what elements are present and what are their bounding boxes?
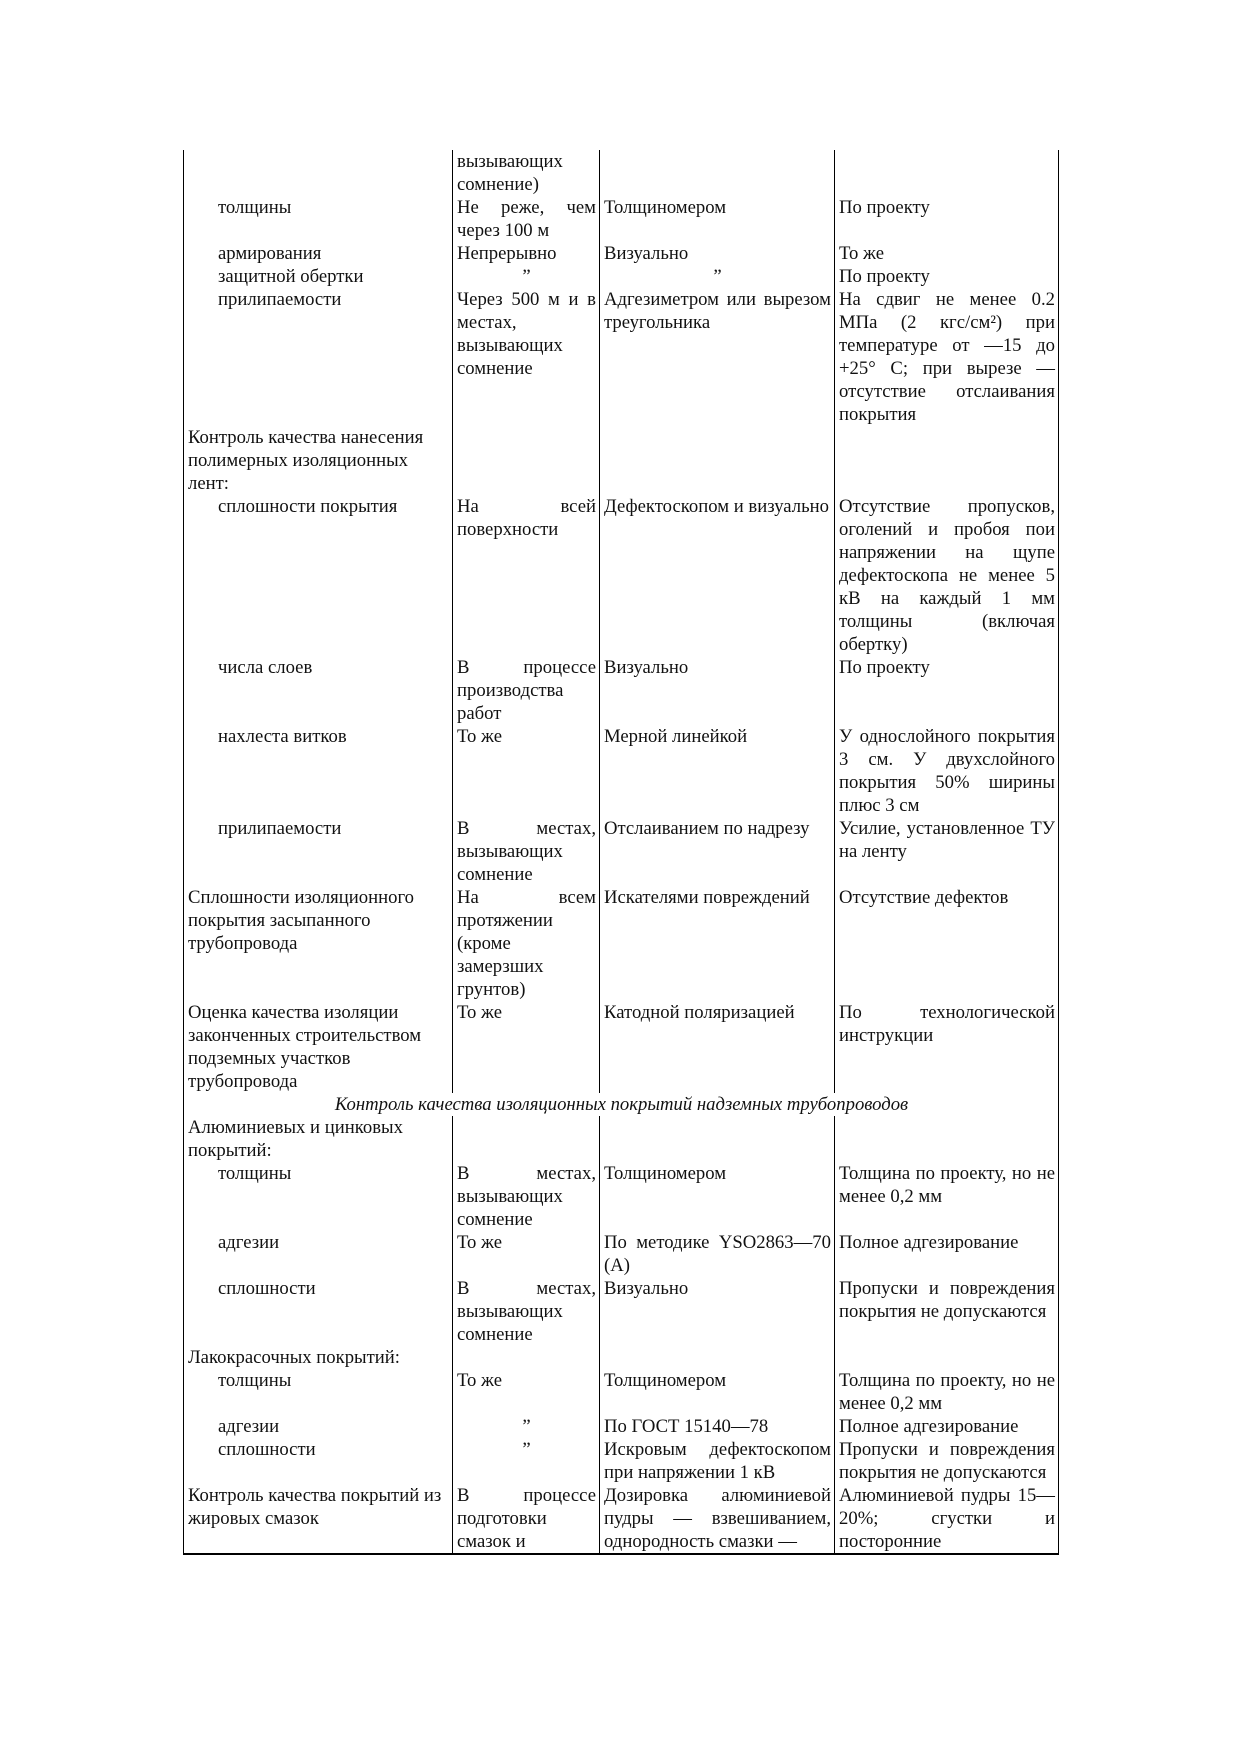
requirement-cell: Пропуски и повреждения покрытия не допускаются [835, 1438, 1059, 1484]
frequency-cell [453, 265, 600, 288]
frequency-cell: В процессе подготовки смазок и [453, 1484, 600, 1554]
parameter-cell: армирования [184, 242, 453, 265]
document-page [183, 150, 1058, 1555]
method-cell: Толщиномером [600, 1369, 835, 1415]
requirement-cell: Отсутствие пропусков, оголений и пробоя пои напряжении на щупе дефектоскопа не менее 5 кВ на каждый 1 мм толщины (включая обертку) [835, 495, 1059, 656]
frequency-cell: На всей поверхности [453, 495, 600, 656]
method-cell [600, 1346, 835, 1369]
frequency-cell: Не реже, чем через 100 м [453, 196, 600, 242]
requirement-cell: Пропуски и повреждения покрытия не допускаются [835, 1277, 1059, 1346]
table-row [184, 495, 1059, 656]
section-heading: Контроль качества изоляционных покрытий надземных трубопроводов [184, 1093, 1059, 1116]
table-row [184, 886, 1059, 1001]
requirement-cell: По проекту [835, 656, 1059, 725]
frequency-cell: В процессе производства работ [453, 656, 600, 725]
frequency-cell: Через 500 м и в местах, вызывающих сомнение [453, 288, 600, 426]
table-row [184, 1438, 1059, 1484]
method-cell: Мерной линейкой [600, 725, 835, 817]
table-row [184, 1415, 1059, 1438]
ditto-mark: ” [522, 266, 531, 287]
table-row [184, 1369, 1059, 1415]
parameter-cell: Лакокрасочных покрытий: [184, 1346, 453, 1369]
requirement-cell [835, 150, 1059, 196]
method-cell: Отслаиванием по надрезу [600, 817, 835, 886]
parameter-cell [184, 150, 453, 196]
parameter-cell: защитной обертки [184, 265, 453, 288]
method-cell: Визуально [600, 1277, 835, 1346]
table-row [184, 1484, 1059, 1554]
requirement-cell [835, 426, 1059, 495]
frequency-cell: На всем протяжении (кроме замерзших грунтов) [453, 886, 600, 1001]
frequency-cell [453, 426, 600, 495]
frequency-cell: В местах, вызывающих сомнение [453, 1162, 600, 1231]
frequency-cell: В местах, вызывающих сомнение [453, 1277, 600, 1346]
frequency-cell: То же [453, 725, 600, 817]
method-cell: Толщиномером [600, 196, 835, 242]
requirement-cell [835, 1116, 1059, 1162]
requirement-cell: Алюминиевой пудры 15—20%; сгустки и посторонние [835, 1484, 1059, 1554]
requirement-cell: Усилие, установленное ТУ на ленту [835, 817, 1059, 886]
requirement-cell: Толщина по проекту, но не менее 0,2 мм [835, 1162, 1059, 1231]
parameter-cell: Оценка качества изоляции законченных строительством подземных участков трубопровода [184, 1001, 453, 1093]
requirement-cell [835, 1346, 1059, 1369]
frequency-cell: В местах, вызывающих сомнение [453, 817, 600, 886]
requirement-cell: По технологической инструкции [835, 1001, 1059, 1093]
parameter-cell: Алюминиевых и цинковых покрытий: [184, 1116, 453, 1162]
table-row [184, 656, 1059, 725]
parameter-cell: сплошности [184, 1277, 453, 1346]
frequency-cell: Непрерывно [453, 242, 600, 265]
requirement-cell: Полное адгезирование [835, 1231, 1059, 1277]
parameter-cell: Сплошности изоляционного покрытия засыпанного трубопровода [184, 886, 453, 1001]
table-row [184, 1162, 1059, 1231]
parameter-cell: прилипаемости [184, 288, 453, 426]
requirement-cell: По проекту [835, 196, 1059, 242]
section-heading-row [184, 1093, 1059, 1116]
requirement-cell: Толщина по проекту, но не менее 0,2 мм [835, 1369, 1059, 1415]
method-cell [600, 1116, 835, 1162]
frequency-cell [453, 1346, 600, 1369]
frequency-cell [453, 1438, 600, 1484]
table-row [184, 196, 1059, 242]
requirement-cell: По проекту [835, 265, 1059, 288]
requirement-cell: У однослойного покрытия 3 см. У двухслойного покрытия 50% ширины плюс 3 см [835, 725, 1059, 817]
ditto-mark: ” [713, 266, 722, 287]
method-cell: Визуально [600, 656, 835, 725]
method-cell: По ГОСТ 15140—78 [600, 1415, 835, 1438]
table-row [184, 1277, 1059, 1346]
method-cell: Толщиномером [600, 1162, 835, 1231]
parameter-cell: адгезии [184, 1231, 453, 1277]
method-cell: По методике YSO2863—70 (А) [600, 1231, 835, 1277]
table-row [184, 242, 1059, 265]
table-body [184, 150, 1059, 1554]
parameter-cell: толщины [184, 196, 453, 242]
table-row [184, 288, 1059, 426]
parameter-cell: толщины [184, 1162, 453, 1231]
parameter-cell: числа слоев [184, 656, 453, 725]
table-row [184, 265, 1059, 288]
frequency-cell [453, 1116, 600, 1162]
table-row [184, 1231, 1059, 1277]
requirement-cell: На сдвиг не менее 0.2 МПа (2 кгс/см²) при температуре от —15 до +25° С; при вырезе — отсутствие отслаивания покрытия [835, 288, 1059, 426]
method-cell: Искателями повреждений [600, 886, 835, 1001]
method-cell: Визуально [600, 242, 835, 265]
parameter-cell: адгезии [184, 1415, 453, 1438]
ditto-mark: ” [522, 1416, 531, 1437]
method-cell: Дозировка алюминиевой пудры — взвешиванием, однородность смазки — [600, 1484, 835, 1554]
method-cell [600, 265, 835, 288]
table-row [184, 817, 1059, 886]
table-row [184, 150, 1059, 196]
frequency-cell [453, 1415, 600, 1438]
parameter-cell: сплошности [184, 1438, 453, 1484]
table-row [184, 1001, 1059, 1093]
method-cell [600, 426, 835, 495]
frequency-cell: вызывающих сомнение) [453, 150, 600, 196]
method-cell: Адгезиметром или вырезом треугольника [600, 288, 835, 426]
method-cell: Катодной поляризацией [600, 1001, 835, 1093]
parameter-cell: нахлеста витков [184, 725, 453, 817]
requirement-cell: Полное адгезирование [835, 1415, 1059, 1438]
method-cell: Искровым дефектоскопом при напряжении 1 кВ [600, 1438, 835, 1484]
table-row [184, 1116, 1059, 1162]
parameter-cell: толщины [184, 1369, 453, 1415]
table-row [184, 1346, 1059, 1369]
parameter-cell: Контроль качества нанесения полимерных изоляционных лент: [184, 426, 453, 495]
requirement-cell: То же [835, 242, 1059, 265]
parameter-cell: сплошности покрытия [184, 495, 453, 656]
inspection-table [183, 150, 1059, 1555]
table-row [184, 725, 1059, 817]
parameter-cell: Контроль качества покрытий из жировых смазок [184, 1484, 453, 1554]
table-row [184, 426, 1059, 495]
parameter-cell: прилипаемости [184, 817, 453, 886]
frequency-cell: То же [453, 1231, 600, 1277]
frequency-cell: То же [453, 1369, 600, 1415]
method-cell: Дефектоскопом и визуально [600, 495, 835, 656]
requirement-cell: Отсутствие дефектов [835, 886, 1059, 1001]
frequency-cell: То же [453, 1001, 600, 1093]
ditto-mark: ” [522, 1439, 531, 1460]
method-cell [600, 150, 835, 196]
